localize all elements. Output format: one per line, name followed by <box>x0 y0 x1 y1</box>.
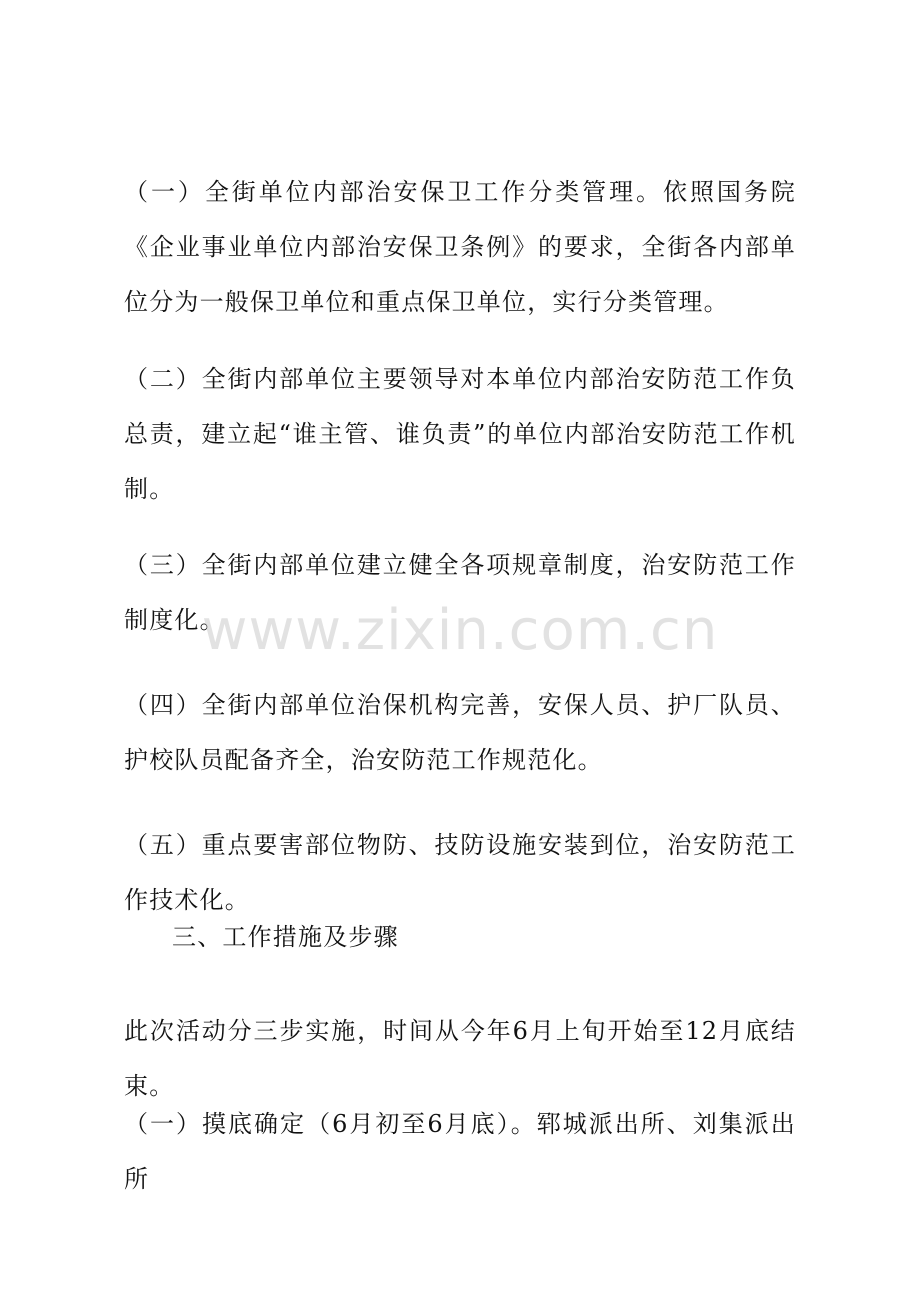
paragraph-item-2: （二）全街内部单位主要领导对本单位内部治安防范工作负总责，建立起“谁主管、谁负责”的单位内部治安防范工作机制。 <box>124 365 796 503</box>
paragraph-item-3: （三）全街内部单位建立健全各项规章制度，治安防范工作制度化。 <box>124 551 796 634</box>
paragraph-item-4: （四）全街内部单位治保机构完善，安保人员、护厂队员、护校队员配备齐全，治安防范工作规范化。 <box>124 691 796 774</box>
paragraph-item-1: （一）全街单位内部治安保卫工作分类管理。依照国务院《企业事业单位内部治安保卫条例》的要求，全街各内部单位分为一般保卫单位和重点保卫单位，实行分类管理。 <box>124 178 796 316</box>
paragraph-item-5: （五）重点要害部位物防、技防设施安装到位，治安防范工作技术化。 <box>124 831 796 914</box>
intro-paragraph: 此次活动分三步实施，时间从今年6月上旬开始至12月底结束。 <box>124 1017 796 1100</box>
watermark-text: www.zixin.com.cn <box>201 598 719 663</box>
section-heading: 三、工作措施及步骤 <box>172 923 399 951</box>
step-one-paragraph: （一）摸底确定（6月初至6月底）。郓城派出所、刘集派出所 <box>124 1110 796 1193</box>
